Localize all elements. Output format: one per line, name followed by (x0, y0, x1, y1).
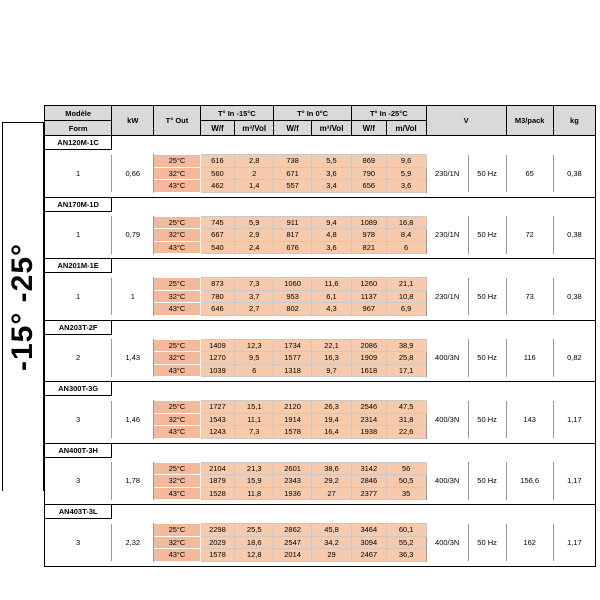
model-kw: 0,79 (112, 216, 154, 254)
capacity-value: 56 (386, 462, 426, 475)
capacity-value: 557 (274, 180, 312, 193)
model-kg: 1,17 (553, 401, 595, 439)
header-m3vol-1: m³/Vol (235, 121, 274, 136)
capacity-value: 3464 (351, 524, 386, 537)
capacity-value: 2086 (351, 339, 386, 352)
capacity-value: 6 (386, 241, 426, 254)
header-t-out: T° Out (154, 106, 200, 136)
outlet-temp: 43°C (154, 180, 200, 193)
capacity-value: 4,8 (312, 229, 352, 242)
capacity-value: 27 (312, 487, 352, 500)
data-row (45, 278, 596, 291)
model-frequency: 50 Hz (468, 216, 506, 254)
capacity-value: 1734 (274, 339, 312, 352)
capacity-value: 953 (274, 290, 312, 303)
capacity-value: 2467 (351, 549, 386, 562)
capacity-value: 1543 (200, 413, 235, 426)
capacity-value: 3,6 (312, 241, 352, 254)
capacity-value: 22,1 (312, 339, 352, 352)
outlet-temp: 25°C (154, 216, 200, 229)
capacity-value: 31,8 (386, 413, 426, 426)
capacity-value: 2343 (274, 475, 312, 488)
capacity-value: 780 (200, 290, 235, 303)
model-voltage: 400/3N (426, 339, 468, 377)
model-m3-pack: 162 (506, 524, 553, 562)
header-wf-2: W/f (274, 121, 312, 136)
capacity-value: 3,4 (312, 180, 352, 193)
capacity-value: 1909 (351, 352, 386, 365)
model-name: AN403T-3L (45, 505, 112, 519)
outlet-temp: 25°C (154, 155, 200, 168)
model-kw: 1,46 (112, 401, 154, 439)
capacity-value: 15,9 (235, 475, 274, 488)
data-row (45, 524, 596, 537)
capacity-value: 869 (351, 155, 386, 168)
outlet-temp: 25°C (154, 339, 200, 352)
outlet-temp: 25°C (154, 524, 200, 537)
capacity-value: 19,4 (312, 413, 352, 426)
capacity-value: 17,1 (386, 364, 426, 377)
capacity-value: 560 (200, 167, 235, 180)
model-m3-pack: 72 (506, 216, 553, 254)
model-voltage: 400/3N (426, 462, 468, 500)
capacity-value: 11,8 (235, 487, 274, 500)
header-wf-1: W/f (200, 121, 235, 136)
capacity-value: 1938 (351, 426, 386, 439)
outlet-temp: 25°C (154, 278, 200, 291)
capacity-value: 10,8 (386, 290, 426, 303)
header-wf-3: W/f (351, 121, 386, 136)
temperature-range-text: -15° -25° (6, 242, 39, 372)
data-row (45, 462, 596, 475)
model-header-row (45, 320, 596, 334)
outlet-temp: 43°C (154, 241, 200, 254)
model-kw: 0,66 (112, 155, 154, 193)
capacity-value: 25,8 (386, 352, 426, 365)
capacity-value: 540 (200, 241, 235, 254)
capacity-value: 2,9 (235, 229, 274, 242)
model-kg: 0,82 (553, 339, 595, 377)
capacity-value: 1727 (200, 401, 235, 414)
outlet-temp: 43°C (154, 549, 200, 562)
model-row-filler (112, 259, 596, 273)
group-spacer (45, 561, 596, 566)
capacity-value: 21,1 (386, 278, 426, 291)
model-name: AN170M-1D (45, 197, 112, 211)
capacity-value: 35 (386, 487, 426, 500)
model-form: 3 (45, 462, 112, 500)
capacity-value: 1914 (274, 413, 312, 426)
model-kg: 1,17 (553, 524, 595, 562)
data-row (45, 339, 596, 352)
capacity-value: 34,2 (312, 536, 352, 549)
spec-table (44, 105, 596, 567)
capacity-value: 12,3 (235, 339, 274, 352)
model-name: AN203T-2F (45, 320, 112, 334)
capacity-value: 29 (312, 549, 352, 562)
model-form: 3 (45, 401, 112, 439)
model-kw: 2,32 (112, 524, 154, 562)
capacity-value: 9,7 (312, 364, 352, 377)
header-row-1 (45, 106, 596, 121)
model-header-row (45, 443, 596, 457)
model-frequency: 50 Hz (468, 155, 506, 193)
temperature-range-label (2, 122, 44, 491)
model-name: AN300T-3G (45, 382, 112, 396)
header-m3vol-2: m³/Vol (312, 121, 352, 136)
capacity-value: 29,2 (312, 475, 352, 488)
capacity-value: 1879 (200, 475, 235, 488)
group-spacer-cell (45, 561, 596, 566)
capacity-value: 2601 (274, 462, 312, 475)
model-form: 1 (45, 216, 112, 254)
capacity-value: 9,6 (386, 155, 426, 168)
capacity-value: 3094 (351, 536, 386, 549)
model-frequency: 50 Hz (468, 401, 506, 439)
model-form: 1 (45, 155, 112, 193)
header-kw: kW (112, 106, 154, 136)
capacity-value: 616 (200, 155, 235, 168)
capacity-value: 1260 (351, 278, 386, 291)
model-kg: 0,38 (553, 155, 595, 193)
capacity-value: 2314 (351, 413, 386, 426)
model-form: 1 (45, 278, 112, 316)
model-m3-pack: 65 (506, 155, 553, 193)
capacity-value: 9,5 (235, 352, 274, 365)
header-form: Form (45, 121, 112, 136)
model-header-row (45, 197, 596, 211)
model-row-filler (112, 443, 596, 457)
capacity-value: 2,7 (235, 303, 274, 316)
capacity-value: 1618 (351, 364, 386, 377)
outlet-temp: 32°C (154, 290, 200, 303)
capacity-value: 5,5 (312, 155, 352, 168)
header-v: V (426, 106, 506, 136)
capacity-value: 1409 (200, 339, 235, 352)
model-name: AN400T-3H (45, 443, 112, 457)
capacity-value: 911 (274, 216, 312, 229)
model-voltage: 230/1N (426, 278, 468, 316)
outlet-temp: 32°C (154, 536, 200, 549)
outlet-temp: 32°C (154, 167, 200, 180)
capacity-value: 790 (351, 167, 386, 180)
capacity-value: 1578 (200, 549, 235, 562)
outlet-temp: 32°C (154, 475, 200, 488)
capacity-value: 873 (200, 278, 235, 291)
capacity-value: 2120 (274, 401, 312, 414)
outlet-temp: 32°C (154, 229, 200, 242)
capacity-value: 2 (235, 167, 274, 180)
model-voltage: 400/3N (426, 524, 468, 562)
model-form: 3 (45, 524, 112, 562)
capacity-value: 462 (200, 180, 235, 193)
model-header-row (45, 259, 596, 273)
capacity-value: 16,3 (312, 352, 352, 365)
capacity-value: 1039 (200, 364, 235, 377)
capacity-value: 47,5 (386, 401, 426, 414)
header-kg: kg (553, 106, 595, 136)
capacity-value: 1528 (200, 487, 235, 500)
model-kg: 0,38 (553, 216, 595, 254)
outlet-temp: 43°C (154, 487, 200, 500)
capacity-value: 7,3 (235, 278, 274, 291)
capacity-value: 18,6 (235, 536, 274, 549)
outlet-temp: 25°C (154, 462, 200, 475)
capacity-value: 5,9 (235, 216, 274, 229)
capacity-value: 2,8 (235, 155, 274, 168)
header-t-in-minus-15: T° In -15°C (200, 106, 274, 121)
capacity-value: 802 (274, 303, 312, 316)
capacity-value: 667 (200, 229, 235, 242)
model-row-filler (112, 197, 596, 211)
capacity-value: 2,4 (235, 241, 274, 254)
spec-table-body (45, 136, 596, 567)
header-modele: Modèle (45, 106, 112, 121)
header-t-in-0: T° In 0°C (274, 106, 352, 121)
model-row-filler (112, 320, 596, 334)
capacity-value: 1137 (351, 290, 386, 303)
capacity-value: 2014 (274, 549, 312, 562)
model-kw: 1,78 (112, 462, 154, 500)
capacity-value: 978 (351, 229, 386, 242)
capacity-value: 4,3 (312, 303, 352, 316)
capacity-value: 2547 (274, 536, 312, 549)
model-voltage: 400/3N (426, 401, 468, 439)
model-row-filler (112, 505, 596, 519)
capacity-value: 745 (200, 216, 235, 229)
capacity-value: 1243 (200, 426, 235, 439)
model-voltage: 230/1N (426, 216, 468, 254)
capacity-value: 3,7 (235, 290, 274, 303)
capacity-value: 2846 (351, 475, 386, 488)
capacity-value: 676 (274, 241, 312, 254)
model-kg: 1,17 (553, 462, 595, 500)
model-kw: 1,43 (112, 339, 154, 377)
capacity-value: 45,8 (312, 524, 352, 537)
capacity-value: 738 (274, 155, 312, 168)
capacity-value: 21,3 (235, 462, 274, 475)
model-row-filler (112, 136, 596, 150)
capacity-value: 22,6 (386, 426, 426, 439)
capacity-value: 1270 (200, 352, 235, 365)
model-kw: 1 (112, 278, 154, 316)
outlet-temp: 43°C (154, 426, 200, 439)
header-mvol-3: m/Vol (386, 121, 426, 136)
capacity-value: 38,9 (386, 339, 426, 352)
capacity-value: 7,3 (235, 426, 274, 439)
model-name: AN201M-1E (45, 259, 112, 273)
outlet-temp: 43°C (154, 303, 200, 316)
model-row-filler (112, 382, 596, 396)
capacity-value: 15,1 (235, 401, 274, 414)
model-voltage: 230/1N (426, 155, 468, 193)
header-t-in-minus-25: T° In -25°C (351, 106, 426, 121)
capacity-value: 2298 (200, 524, 235, 537)
capacity-value: 1089 (351, 216, 386, 229)
capacity-value: 1060 (274, 278, 312, 291)
capacity-value: 38,6 (312, 462, 352, 475)
capacity-value: 6 (235, 364, 274, 377)
capacity-value: 25,5 (235, 524, 274, 537)
model-header-row (45, 382, 596, 396)
capacity-value: 5,9 (386, 167, 426, 180)
model-m3-pack: 116 (506, 339, 553, 377)
model-kg: 0,38 (553, 278, 595, 316)
capacity-value: 2862 (274, 524, 312, 537)
capacity-value: 2377 (351, 487, 386, 500)
model-frequency: 50 Hz (468, 278, 506, 316)
model-header-row (45, 505, 596, 519)
model-m3-pack: 156,6 (506, 462, 553, 500)
outlet-temp: 32°C (154, 413, 200, 426)
capacity-value: 1578 (274, 426, 312, 439)
capacity-value: 60,1 (386, 524, 426, 537)
capacity-value: 36,3 (386, 549, 426, 562)
capacity-value: 821 (351, 241, 386, 254)
capacity-value: 3,6 (386, 180, 426, 193)
capacity-value: 656 (351, 180, 386, 193)
outlet-temp: 43°C (154, 364, 200, 377)
capacity-value: 11,1 (235, 413, 274, 426)
capacity-value: 2546 (351, 401, 386, 414)
model-name: AN120M-1C (45, 136, 112, 150)
capacity-value: 2029 (200, 536, 235, 549)
data-row (45, 155, 596, 168)
model-m3-pack: 143 (506, 401, 553, 439)
capacity-value: 3,6 (312, 167, 352, 180)
model-frequency: 50 Hz (468, 339, 506, 377)
outlet-temp: 32°C (154, 352, 200, 365)
capacity-value: 26,3 (312, 401, 352, 414)
capacity-value: 6,1 (312, 290, 352, 303)
capacity-value: 16,8 (386, 216, 426, 229)
capacity-value: 671 (274, 167, 312, 180)
header-m3-pack: M3/pack (506, 106, 553, 136)
capacity-value: 1577 (274, 352, 312, 365)
capacity-value: 12,8 (235, 549, 274, 562)
capacity-value: 9,4 (312, 216, 352, 229)
model-header-row (45, 136, 596, 150)
capacity-value: 646 (200, 303, 235, 316)
capacity-value: 1318 (274, 364, 312, 377)
capacity-value: 8,4 (386, 229, 426, 242)
capacity-value: 3142 (351, 462, 386, 475)
capacity-value: 55,2 (386, 536, 426, 549)
data-row (45, 216, 596, 229)
capacity-value: 2104 (200, 462, 235, 475)
model-frequency: 50 Hz (468, 462, 506, 500)
model-frequency: 50 Hz (468, 524, 506, 562)
capacity-value: 11,6 (312, 278, 352, 291)
model-m3-pack: 73 (506, 278, 553, 316)
capacity-value: 817 (274, 229, 312, 242)
capacity-value: 16,4 (312, 426, 352, 439)
model-form: 2 (45, 339, 112, 377)
capacity-value: 1936 (274, 487, 312, 500)
capacity-value: 6,9 (386, 303, 426, 316)
capacity-value: 967 (351, 303, 386, 316)
capacity-value: 1,4 (235, 180, 274, 193)
outlet-temp: 25°C (154, 401, 200, 414)
data-row (45, 401, 596, 414)
capacity-value: 50,5 (386, 475, 426, 488)
